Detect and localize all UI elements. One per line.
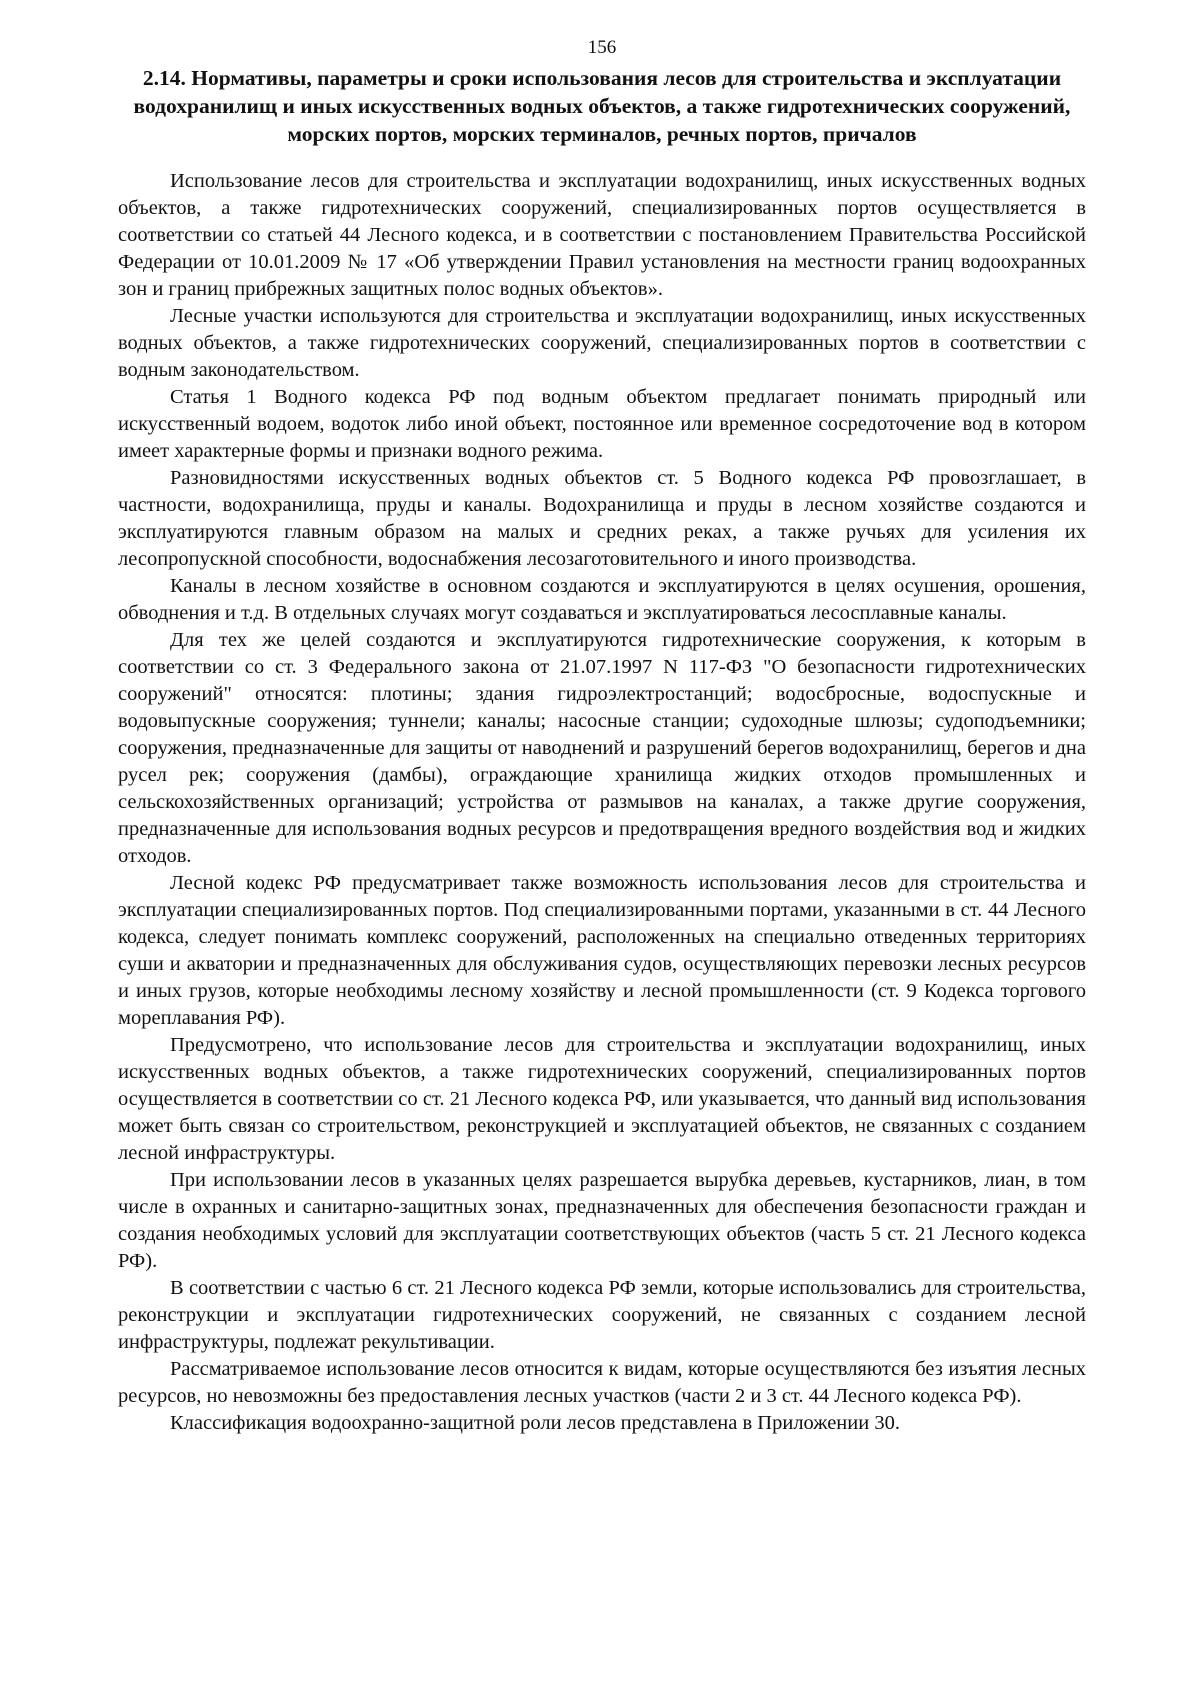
page-number: 156: [587, 37, 617, 58]
paragraph: Рассматриваемое использование лесов относится к видам, которые осуществляются без изъятия лесных ресурсов, но невозможны без предоставления лесных участков (части 2 и 3 ст. 44 Лесного кодекса РФ).: [118, 1358, 1086, 1407]
section-title: 2.14. Нормативы, параметры и сроки использования лесов для строительства и эксплуатации водохранилищ и иных искусственных водных объектов, а также гидротехнических сооружений, морских портов, морских терминалов, речных портов, причалов: [133, 66, 1071, 146]
document-body: [118, 168, 1086, 1437]
paragraph: Лесной кодекс РФ предусматривает также возможность использования лесов для строительства и эксплуатации специализированных портов. Под специализированными портами, указанными в ст. 44 Лесного кодекса, следует понимать комплекс сооружений, расположенных на специально отведенных территориях суши и акватории и предназначенных для обслуживания судов, осуществляющих перевозки лесных ресурсов и иных грузов, которые необходимы лесному хозяйству и лесной промышленности (ст. 9 Кодекса торгового мореплавания РФ).: [118, 872, 1086, 1029]
paragraph: Для тех же целей создаются и эксплуатируются гидротехнические сооружения, к которым в соответствии со ст. 3 Федерального закона от 21.07.1997 N 117-ФЗ "О безопасности гидротехнических сооружений" относятся: плотины; здания гидроэлектростанций; водосбросные, водоспускные и водовыпускные сооружения; туннели; каналы; насосные станции; судоходные шлюзы; судоподъемники; сооружения, предназначенные для защиты от наводнений и разрушений берегов водохранилищ, берегов и дна русел рек; сооружения (дамбы), ограждающие хранилища жидких отходов промышленных и сельскохозяйственных организаций; устройства от размывов на каналах, а также другие сооружения, предназначенные для использования водных ресурсов и предотвращения вредного воздействия вод и жидких отходов.: [118, 629, 1086, 867]
paragraph: Каналы в лесном хозяйстве в основном создаются и эксплуатируются в целях осушения, орошения, обводнения и т.д. В отдельных случаях могут создаваться и эксплуатироваться лесосплавные каналы.: [118, 575, 1086, 624]
paragraph: В соответствии с частью 6 ст. 21 Лесного кодекса РФ земли, которые использовались для строительства, реконструкции и эксплуатации гидротехнических сооружений, не связанных с созданием лесной инфраструктуры, подлежат рекультивации.: [118, 1277, 1086, 1353]
paragraph: Классификация водоохранно-защитной роли лесов представлена в Приложении 30.: [170, 1412, 900, 1434]
paragraph: При использовании лесов в указанных целях разрешается вырубка деревьев, кустарников, лиан, в том числе в охранных и санитарно-защитных зонах, предназначенных для обеспечения безопасности граждан и создания необходимых условий для эксплуатации соответствующих объектов (часть 5 ст. 21 Лесного кодекса РФ).: [118, 1169, 1086, 1272]
paragraph: Лесные участки используются для строительства и эксплуатации водохранилищ, иных искусственных водных объектов, а также гидротехнических сооружений, специализированных портов в соответствии с водным законодательством.: [118, 305, 1086, 381]
document-page: [118, 36, 1086, 1437]
paragraph: Использование лесов для строительства и эксплуатации водохранилищ, иных искусственных водных объектов, а также гидротехнических сооружений, специализированных портов осуществляется в соответствии со статьей 44 Лесного кодекса, и в соответствии с постановлением Правительства Российской Федерации от 10.01.2009 № 17 «Об утверждении Правил установления на местности границ водоохранных зон и границ прибрежных защитных полос водных объектов».: [118, 170, 1086, 300]
paragraph: Статья 1 Водного кодекса РФ под водным объектом предлагает понимать природный или искусственный водоем, водоток либо иной объект, постоянное или временное сосредоточение вод в котором имеет характерные формы и признаки водного режима.: [118, 386, 1086, 462]
paragraph: Разновидностями искусственных водных объектов ст. 5 Водного кодекса РФ провозглашает, в частности, водохранилища, пруды и каналы. Водохранилища и пруды в лесном хозяйстве создаются и эксплуатируются главным образом на малых и средних реках, а также ручьях для усиления их лесопропускной способности, водоснабжения лесозаготовительного и иного производства.: [118, 467, 1086, 570]
paragraph: Предусмотрено, что использование лесов для строительства и эксплуатации водохранилищ, иных искусственных водных объектов, а также гидротехнических сооружений, специализированных портов осуществляется в соответствии со ст. 21 Лесного кодекса РФ, или указывается, что данный вид использования может быть связан со строительством, реконструкцией и эксплуатацией объектов, не связанных с созданием лесной инфраструктуры.: [118, 1034, 1086, 1164]
